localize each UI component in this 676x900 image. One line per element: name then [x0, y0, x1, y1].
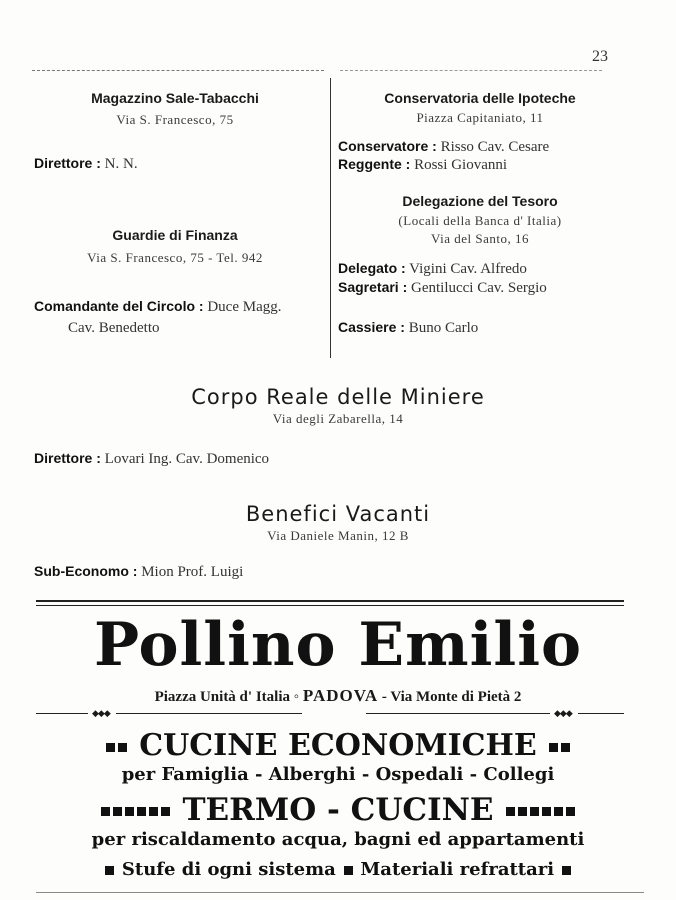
ad-headline-termo	[30, 792, 646, 828]
magazzino-director-label: Direttore :	[34, 155, 101, 171]
delegato-value: Vigini Cav. Alfredo	[409, 261, 527, 277]
cassiere-label: Cassiere :	[338, 319, 405, 335]
benefici-sub	[34, 563, 243, 581]
magazzino-director-value: N. N.	[104, 156, 138, 172]
bullet-square-icon	[530, 807, 539, 816]
top-rule-left	[32, 70, 324, 71]
conservatoria-title: Conservatoria delle Ipoteche	[384, 90, 576, 106]
benefici-sub-label: Sub-Economo :	[34, 563, 138, 579]
corpo-reale-director-value: Lovari Ing. Cav. Domenico	[104, 451, 270, 467]
guardie-commander-value-2: Cav. Benedetto	[68, 320, 160, 336]
column-divider	[330, 78, 331, 358]
bullet-square-icon	[542, 807, 551, 816]
bullet-square-icon	[125, 807, 134, 816]
segretari-label: Sagretari :	[338, 279, 408, 295]
page-number: 23	[592, 48, 608, 65]
ad-address-right: - Via Monte di Pietà 2	[381, 689, 522, 705]
ad-features	[30, 859, 646, 880]
ad-subline-2: per riscaldamento acqua, bagni ed appartamenti	[91, 829, 585, 850]
ad-headline-1: CUCINE ECONOMICHE	[139, 728, 537, 763]
ad-address-dot: ◦	[293, 689, 300, 705]
magazzino-director	[34, 155, 138, 173]
guardie-commander-line2	[68, 320, 160, 337]
corpo-reale-director	[34, 450, 269, 468]
delegazione-address-2: Via del Santo, 16	[431, 231, 529, 246]
bullet-square-icon	[137, 807, 146, 816]
ad-feature-2: Materiali refrattari	[360, 859, 555, 880]
ad-city: PADOVA	[302, 686, 379, 705]
ornamental-divider: ◆◆◆ ◆◆◆	[36, 708, 636, 720]
bullet-square-icon	[149, 807, 158, 816]
bullet-square-icon	[566, 807, 575, 816]
corpo-reale-director-label: Direttore :	[34, 450, 101, 466]
magazzino-title: Magazzino Sale-Tabacchi	[91, 90, 259, 106]
top-rule-right	[340, 70, 602, 71]
benefici-address: Via Daniele Manin, 12 B	[267, 528, 409, 543]
ad-business-name: Pollino Emilio	[93, 610, 583, 680]
conservatore-line	[338, 138, 549, 156]
ad-top-rule-thin	[36, 605, 624, 606]
bullet-square-icon	[549, 743, 558, 752]
benefici-sub-value: Mion Prof. Luigi	[141, 564, 244, 580]
conservatore-label: Conservatore :	[338, 138, 437, 154]
bullet-square-icon	[561, 743, 570, 752]
bullet-square-icon	[161, 807, 170, 816]
delegazione-address-1: (Locali della Banca d' Italia)	[398, 213, 562, 228]
bullet-square-icon	[101, 807, 110, 816]
ad-subline-1: per Famiglia - Alberghi - Ospedali - Collegi	[121, 764, 555, 785]
delegazione-title: Delegazione del Tesoro	[402, 193, 558, 209]
cassiere-value: Buno Carlo	[408, 320, 479, 336]
guardie-commander	[34, 298, 281, 316]
guardie-commander-label: Comandante del Circolo :	[34, 298, 204, 314]
reggente-value: Rossi Giovanni	[414, 157, 508, 173]
ad-headline-2: TERMO - CUCINE	[182, 792, 494, 828]
bullet-square-icon	[105, 866, 114, 875]
guardie-commander-value: Duce Magg.	[207, 299, 282, 315]
ad-address-left: Piazza Unità d' Italia	[154, 689, 290, 705]
bottom-rule	[36, 892, 644, 893]
bullet-square-icon	[118, 743, 127, 752]
bullet-square-icon	[554, 807, 563, 816]
corpo-reale-address: Via degli Zabarella, 14	[272, 411, 404, 426]
bullet-square-icon	[518, 807, 527, 816]
guardie-title: Guardie di Finanza	[112, 227, 238, 243]
guardie-address: Via S. Francesco, 75 - Tel. 942	[87, 250, 263, 265]
segretari-value: Gentilucci Cav. Sergio	[411, 280, 547, 296]
bullet-square-icon	[106, 743, 115, 752]
ad-headline-cucine	[30, 728, 646, 763]
conservatore-value: Risso Cav. Cesare	[440, 139, 550, 155]
reggente-line	[338, 156, 507, 174]
benefici-title: Benefici Vacanti	[245, 502, 431, 526]
ad-address	[30, 686, 646, 706]
bullet-square-icon	[562, 866, 571, 875]
conservatoria-address: Piazza Capitaniato, 11	[416, 110, 544, 125]
delegato-label: Delegato :	[338, 260, 406, 276]
delegato-line	[338, 260, 527, 278]
reggente-label: Reggente :	[338, 156, 411, 172]
bullet-square-icon	[344, 866, 353, 875]
corpo-reale-title: Corpo Reale delle Miniere	[191, 385, 485, 409]
ad-top-rule	[36, 600, 624, 602]
magazzino-address: Via S. Francesco, 75	[116, 112, 234, 127]
segretari-line	[338, 279, 547, 297]
cassiere-line	[338, 319, 478, 337]
ad-feature-1: Stufe di ogni sistema	[121, 859, 336, 880]
bullet-square-icon	[113, 807, 122, 816]
bullet-square-icon	[506, 807, 515, 816]
